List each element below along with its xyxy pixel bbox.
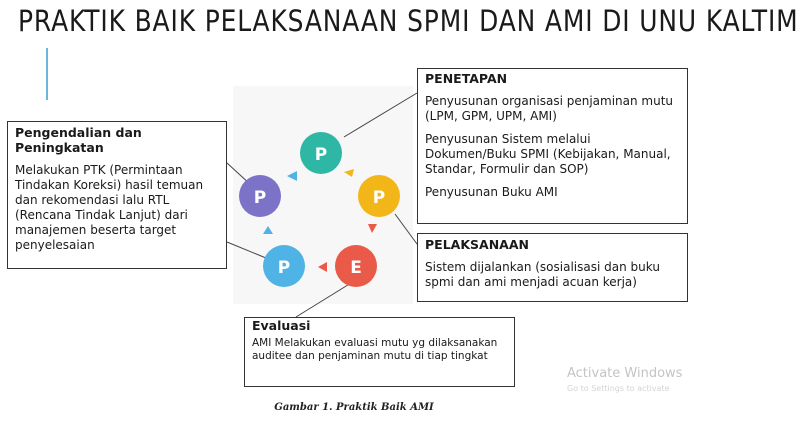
connector-pelaksanaan bbox=[395, 214, 417, 244]
node-p-right bbox=[358, 175, 400, 217]
penetapan-box bbox=[417, 68, 688, 224]
node-e-bottom-label: E bbox=[350, 258, 362, 278]
arrow-top-to-right bbox=[344, 169, 354, 177]
penetapan-item: Penyusunan Buku AMI bbox=[425, 185, 558, 199]
penetapan-title: PENETAPAN bbox=[425, 71, 508, 86]
node-p-right-label: P bbox=[372, 188, 386, 208]
evaluasi-title: Evaluasi bbox=[252, 318, 311, 333]
page-title: PRAKTIK BAIK PELAKSANAAN SPMI DAN AMI DI UNU KALTIM bbox=[18, 4, 799, 38]
penetapan-item: Penyusunan Sistem melalui Dokumen/Buku SPMI (Kebijakan, Manual, Standar, Formulir dan SOP) bbox=[425, 132, 671, 176]
node-p-left bbox=[239, 175, 281, 217]
arrow-left-to-left bbox=[263, 226, 273, 234]
pelaksanaan-title: PELAKSANAAN bbox=[425, 237, 529, 252]
pengendalian-text: Melakukan PTK (Permintaan Tindakan Koreksi) hasil temuan dan rekomendasi lalu RTL (Rencana Tindak Lanjut) dari manajemen beserta target penyelesaian bbox=[15, 163, 204, 252]
node-p-bottom-left bbox=[263, 245, 305, 287]
figure-caption: Gambar 1. Praktik Baik AMI bbox=[274, 402, 434, 413]
node-p-top-label: P bbox=[314, 145, 328, 165]
arrow-bottom-to-left bbox=[318, 262, 327, 272]
pengendalian-title: Pengendalian dan Peningkatan bbox=[15, 125, 142, 155]
pelaksanaan-box bbox=[417, 233, 688, 302]
node-e-bottom bbox=[335, 245, 377, 287]
connector-penetapan bbox=[344, 93, 417, 137]
node-p-left-label: P bbox=[253, 188, 267, 208]
connector-pengendalian-lower bbox=[227, 242, 266, 258]
pelaksanaan-text: Sistem dijalankan (sosialisasi dan buku spmi dan ami menjadi acuan kerja) bbox=[425, 260, 660, 289]
activate-windows-watermark: Activate Windows bbox=[567, 366, 683, 381]
arrow-left-to-top bbox=[287, 171, 297, 181]
activate-windows-hint: Go to Settings to activate bbox=[567, 384, 670, 393]
evaluasi-box bbox=[244, 317, 515, 387]
pengendalian-box bbox=[7, 121, 227, 269]
evaluasi-text: AMI Melakukan evaluasi mutu yg dilaksanakan auditee dan penjaminan mutu di tiap tingkat bbox=[252, 337, 498, 362]
node-p-bottom-left-label: P bbox=[277, 258, 291, 278]
node-p-top bbox=[300, 132, 342, 174]
arrow-right-to-bottom bbox=[368, 224, 377, 233]
penetapan-item: Penyusunan organisasi penjaminan mutu (LPM, GPM, UPM, AMI) bbox=[425, 94, 674, 123]
connector-evaluasi bbox=[296, 283, 351, 317]
